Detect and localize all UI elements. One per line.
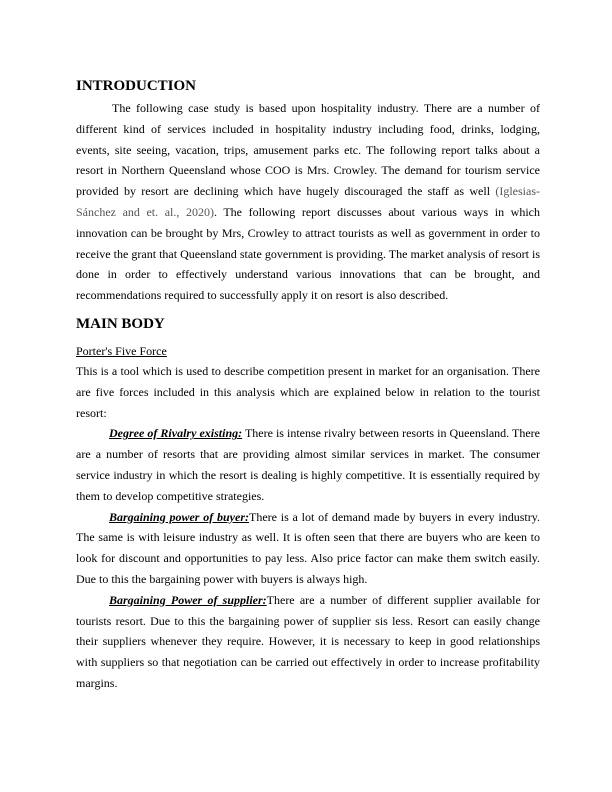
force-supplier-text: There are a number of different supplier available for tourists resort. Due to this the bargaining power of supplier sis less. Resort can easily change their suppliers whenever they require. However, it is necessary to keep in good relationships with suppliers so that negotiation can be carried out effectively in order to increase profitability margins. <box>76 592 540 690</box>
introduction-text-part-2: . The following report discusses about various ways in which innovation can be brought by Mrs, Crowley to attract tourists as well as government in order to receive the grant that Queensland state government is providing. The market analysis of resort is done in order to effectively understand various innovations that can be brought, and recommendations required to successfully apply it on resort is also described. <box>76 204 541 303</box>
main-body-heading: MAIN BODY <box>76 315 165 332</box>
force-buyer-text: There is a lot of demand made by buyers in every industry. The same is with leisure industry as well. It is often seen that there are buyers who are keen to look for discount and opportunities to pay less. Also price factor can make them switch easily. Due to this the bargaining power with buyers is always high. <box>76 509 540 586</box>
porters-intro-paragraph: This is a tool which is used to describe competition present in market for an organisation. There are five forces included in this analysis which are explained below in relation to the tourist resort: <box>76 363 540 420</box>
introduction-text-part-1: The following case study is based upon hospitality industry. There are a number of different kind of services included in hospitality industry including food, drinks, lodging, events, site seeing, vacation, trips, amusement parks etc. The following report talks about a resort in Northern Queensland whose COO is Mrs. Crowley. The demand for tourism service provided by resort are declining which have hugely discouraged the staff as well <box>76 101 540 199</box>
introduction-paragraph <box>76 98 540 306</box>
force-buyer-label: Bargaining power of buyer: <box>109 509 249 524</box>
citation: (Iglesias-Sánchez and et. al., 2020) <box>76 184 540 219</box>
introduction-heading: INTRODUCTION <box>76 78 197 94</box>
porters-five-force-subheading: Porter's Five Force <box>76 343 167 358</box>
force-rivalry-paragraph <box>76 423 540 506</box>
force-supplier-paragraph <box>76 590 540 694</box>
force-rivalry-text: There is intense rivalry between resorts in Queensland. There are a number of resorts that are providing almost similar services in market. The consumer service industry in which the resort is dealing is highly competitive. It is essentially required by them to develop competitive strategies. <box>76 426 540 503</box>
force-buyer-paragraph <box>76 507 540 590</box>
document-page <box>76 76 540 694</box>
force-supplier-label: Bargaining Power of supplier: <box>109 592 267 607</box>
force-rivalry-label: Degree of Rivalry existing: <box>109 426 243 441</box>
